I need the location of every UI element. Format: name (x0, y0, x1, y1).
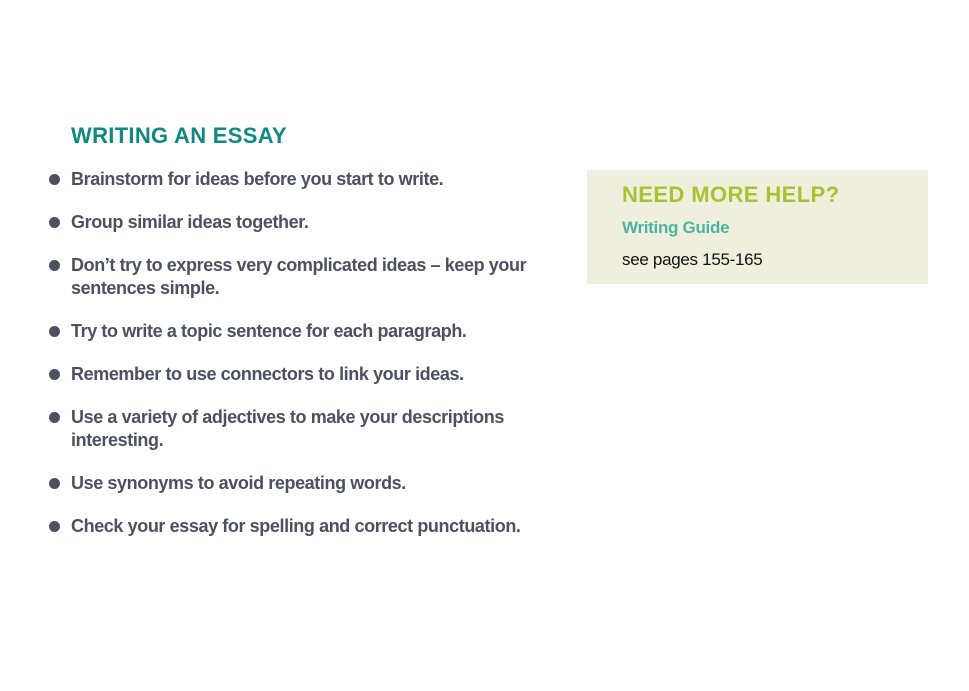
section-title: WRITING AN ESSAY (71, 123, 287, 148)
tip-text: Remember to use connectors to link your ideas. (71, 364, 464, 384)
list-item (71, 406, 561, 452)
bullet-icon (49, 217, 60, 228)
bullet-icon (49, 478, 60, 489)
bullet-icon (49, 369, 60, 380)
bullet-icon (49, 521, 60, 532)
list-item (71, 168, 561, 191)
tip-text: Brainstorm for ideas before you start to write. (71, 169, 444, 189)
tip-text: Check your essay for spelling and correct punctuation. (71, 516, 521, 536)
tip-text: Try to write a topic sentence for each paragraph. (71, 321, 467, 341)
help-box-title: NEED MORE HELP? (622, 182, 840, 207)
list-item (71, 254, 561, 300)
list-item (71, 363, 561, 386)
tips-list (71, 168, 561, 558)
bullet-icon (49, 412, 60, 423)
need-more-help-box (587, 170, 928, 284)
tip-text: Use synonyms to avoid repeating words. (71, 473, 406, 493)
bullet-icon (49, 260, 60, 271)
bullet-icon (49, 174, 60, 185)
tip-text: Use a variety of adjectives to make your descriptions interesting. (71, 407, 504, 450)
bullet-icon (49, 326, 60, 337)
list-item (71, 211, 561, 234)
tip-text: Don’t try to express very complicated ideas – keep your sentences simple. (71, 255, 527, 298)
tip-text: Group similar ideas together. (71, 212, 309, 232)
list-item (71, 472, 561, 495)
list-item (71, 320, 561, 343)
writing-guide-reference: Writing Guide (622, 218, 730, 237)
list-item (71, 515, 561, 538)
page-reference: see pages 155-165 (622, 250, 763, 269)
